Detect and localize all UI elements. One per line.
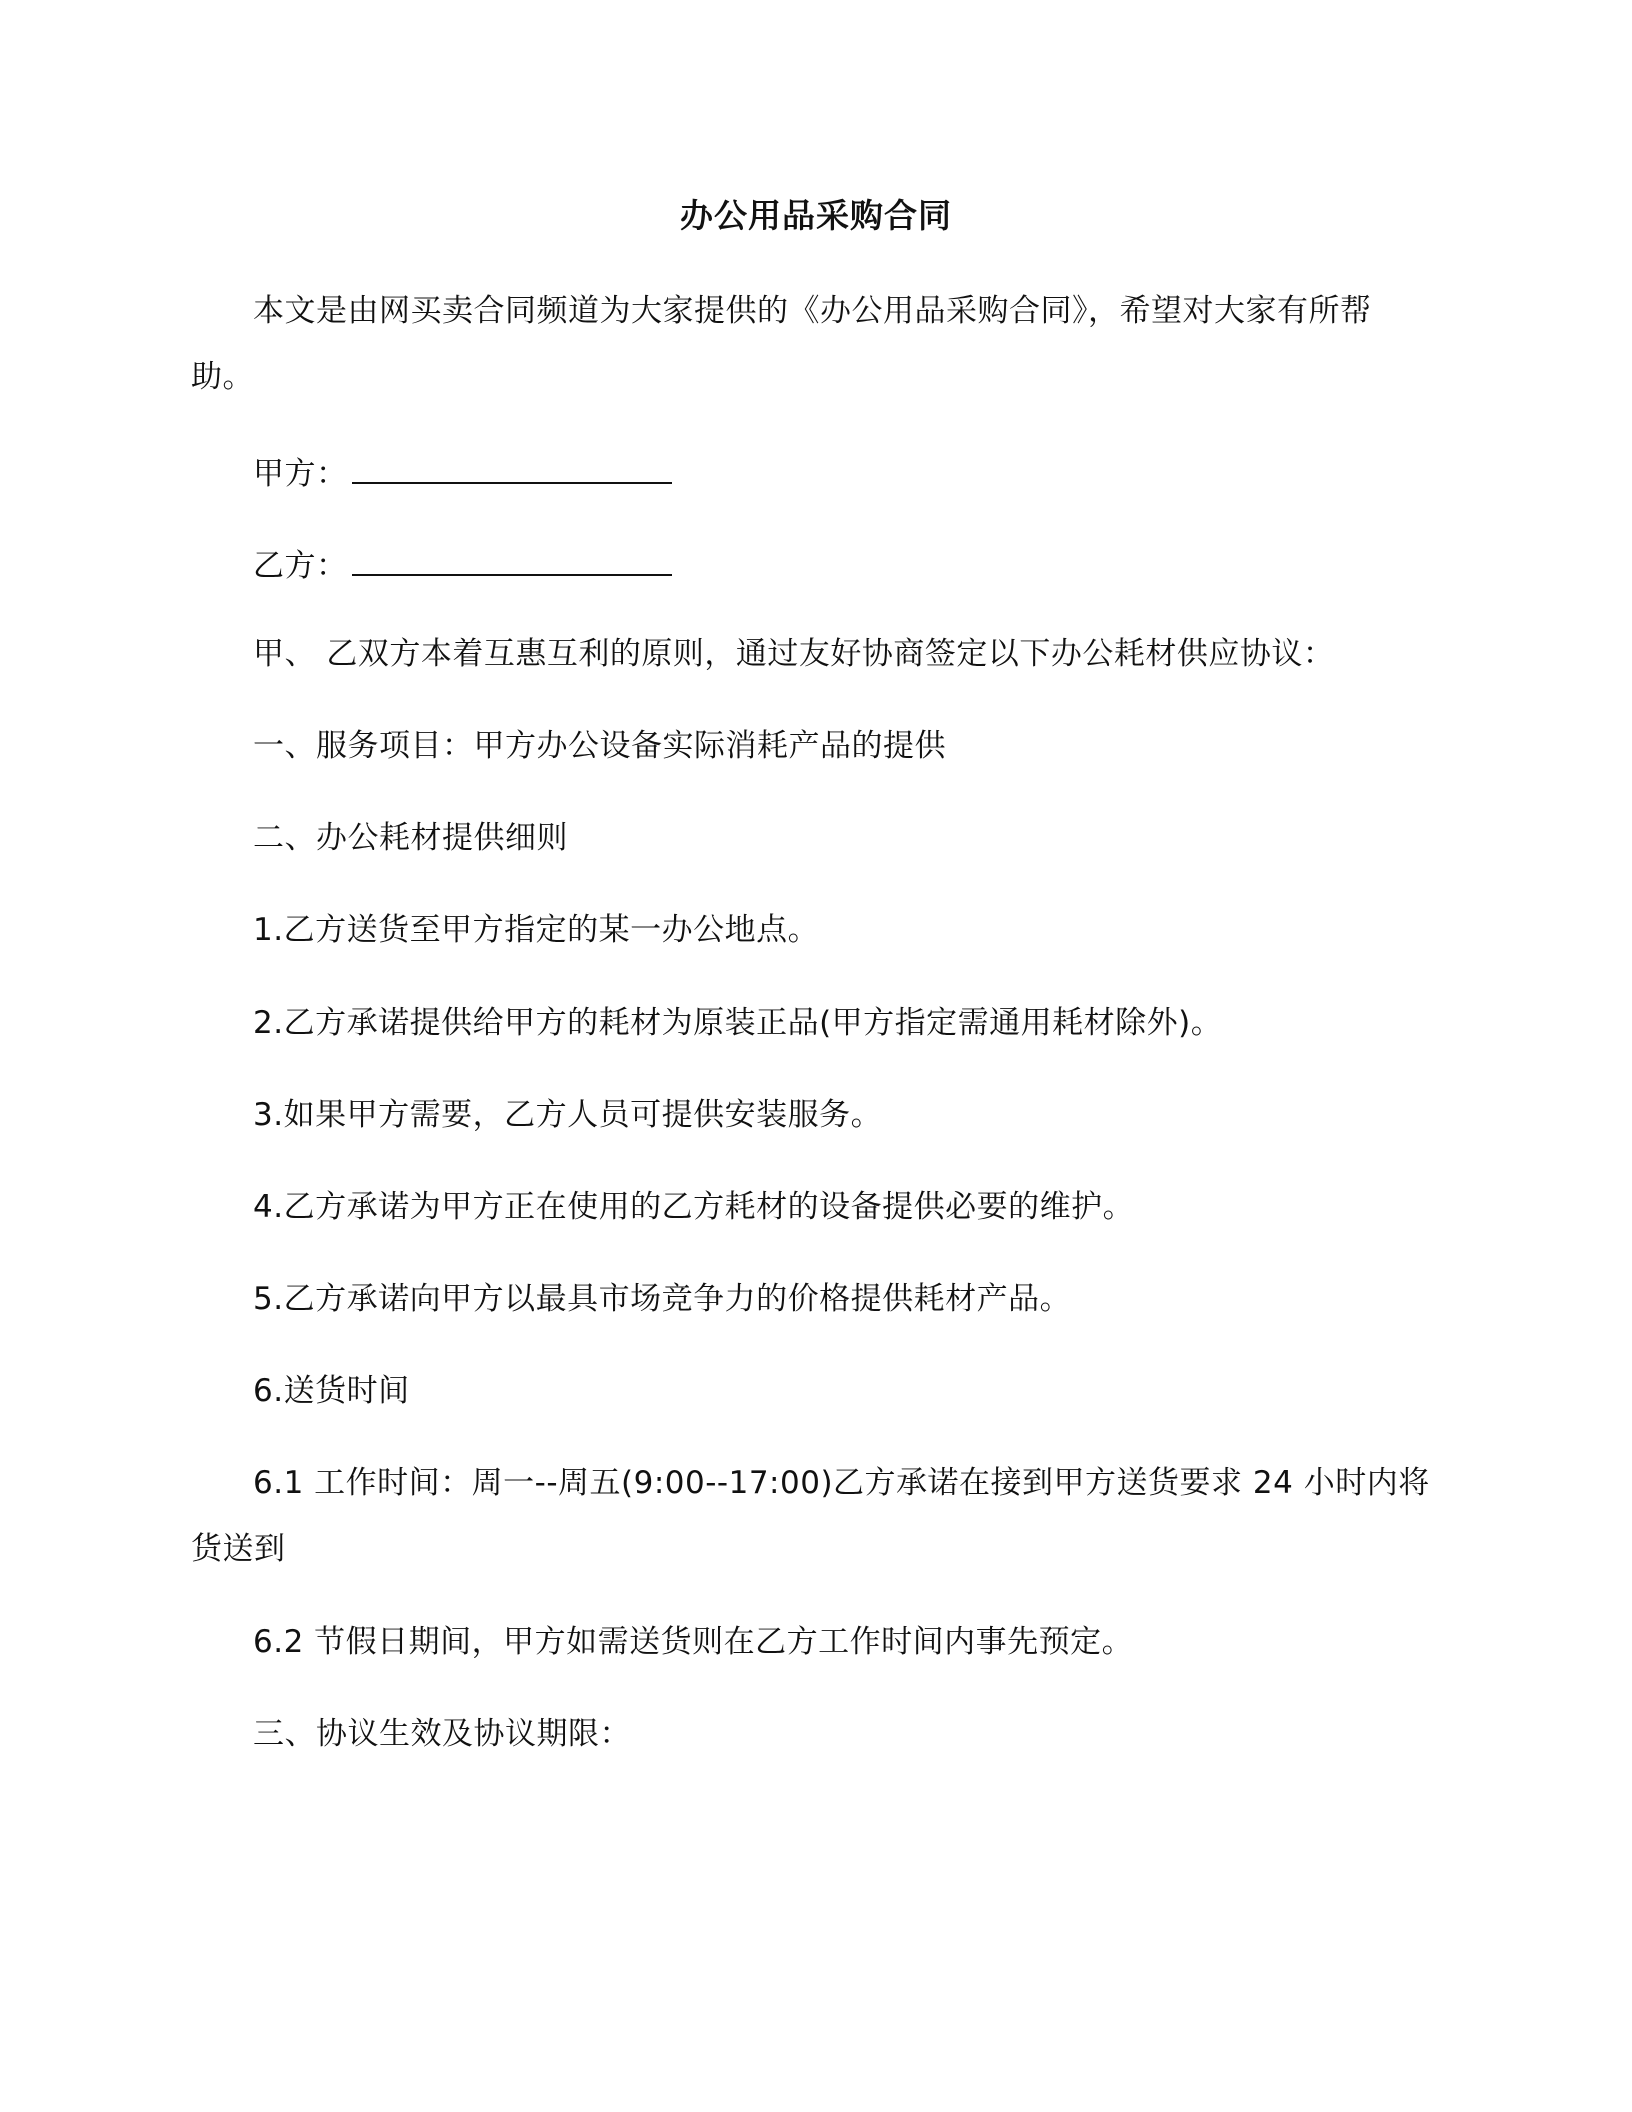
clause-item-6-1-line-1: 6.1 工作时间：周一--周五(9:00--17:00)乙方承诺在接到甲方送货要求 24 小时内将 [253, 1465, 1430, 1501]
document-title: 办公用品采购合同 [680, 196, 952, 235]
clause-item-6-1-line-2: 货送到 [191, 1531, 286, 1567]
party-a-row [253, 448, 672, 495]
party-b-label: 乙方： [253, 548, 348, 584]
clause-item-6: 6.送货时间 [253, 1373, 410, 1409]
clause-item-4: 4.乙方承诺为甲方正在使用的乙方耗材的设备提供必要的维护。 [253, 1189, 1135, 1225]
preamble-paragraph: 甲、 乙双方本着互惠互利的原则，通过友好协商签定以下办公耗材供应协议： [253, 636, 1335, 672]
intro-paragraph-line-1: 本文是由网买卖合同频道为大家提供的《办公用品采购合同》，希望对大家有所帮 [253, 293, 1372, 329]
party-a-blank [352, 448, 672, 484]
clause-item-1: 1.乙方送货至甲方指定的某一办公地点。 [253, 912, 820, 948]
clause-item-6-2: 6.2 节假日期间，甲方如需送货则在乙方工作时间内事先预定。 [253, 1624, 1134, 1660]
party-b-row [253, 540, 672, 587]
clause-item-3: 3.如果甲方需要，乙方人员可提供安装服务。 [253, 1097, 883, 1133]
party-a-label: 甲方： [253, 456, 348, 492]
clause-item-5: 5.乙方承诺向甲方以最具市场竞争力的价格提供耗材产品。 [253, 1281, 1072, 1317]
section-2-heading: 二、办公耗材提供细则 [253, 820, 568, 856]
section-1-heading: 一、服务项目：甲方办公设备实际消耗产品的提供 [253, 728, 946, 764]
intro-paragraph-line-2: 助。 [191, 359, 254, 395]
party-b-blank [352, 540, 672, 576]
clause-item-2: 2.乙方承诺提供给甲方的耗材为原装正品(甲方指定需通用耗材除外)。 [253, 1005, 1223, 1041]
section-3-heading: 三、协议生效及协议期限： [253, 1716, 631, 1752]
